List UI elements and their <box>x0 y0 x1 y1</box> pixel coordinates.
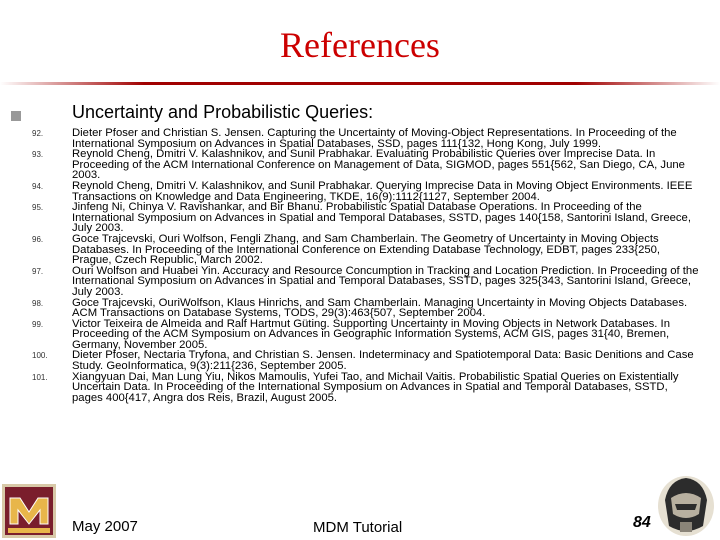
reference-number: 95. <box>32 203 44 213</box>
reference-number: 97. <box>32 266 44 276</box>
reference-number: 98. <box>32 298 44 308</box>
reference-item <box>32 298 700 319</box>
university-logo-icon <box>2 484 56 538</box>
title-divider <box>0 82 720 85</box>
reference-list <box>32 128 700 403</box>
reference-text: Goce Trajcevski, OuriWolfson, Klaus Hinrichs, and Sam Chamberlain. Managing Uncertainty in Moving Objects Databases. ACM Transactions on Database Systems, TODS, 29(3):463{507, September 2004. <box>72 296 688 320</box>
reference-number: 101. <box>32 372 48 382</box>
reference-text: Reynold Cheng, Dmitri V. Kalashnikov, and Sunil Prabhakar. Querying Imprecise Data in Moving Object Environments. IEEE Transactions on Knowledge and Data Engineering, TKDE, 16(9):1112{1127, September 2004. <box>72 179 693 203</box>
page-number: 84 <box>633 514 651 531</box>
reference-number: 94. <box>32 181 44 191</box>
reference-item <box>32 128 700 149</box>
reference-text: Victor Teixeira de Almeida and Ralf Hartmut Güting. Supporting Uncertainty in Moving Objects in Network Databases. In Proceeding of the ACM Symposium on Advances in Geographic Information Systems, ACM GIS, pages 31{40, Bremen, Germany, November 2005. <box>72 317 670 351</box>
reference-text: Jinfeng Ni, Chinya V. Ravishankar, and Bir Bhanu. Probabilistic Spatial Database Operations. In Proceeding of the International Symposium on Advances in Spatial and Temporal Databases, SSTD, pages 140{158, Santorini Island, Greece, July 2003. <box>72 201 691 235</box>
reference-number: 99. <box>32 319 44 329</box>
reference-item <box>32 350 700 371</box>
reference-number: 92. <box>32 129 44 138</box>
reference-text: Xiangyuan Dai, Man Lung Yiu, Nikos Mamoulis, Yufei Tao, and Michail Vaitis. Probabilistic Spatial Queries on Existentially Uncertain Data. In Proceeding of the International Symposium on Advances in Spatial and Temporal Databases, SSTD, pages 400{417, Angra dos Reis, Brazil, August 2005. <box>72 370 679 404</box>
bullet-square-icon <box>11 111 21 121</box>
reference-text: Dieter Pfoser, Nectaria Tryfona, and Christian S. Jensen. Indeterminacy and Spatiotemporal Data: Basic Denitions and Case Study. GeoInformatica, 9(3):211{236, September 2005. <box>72 349 694 373</box>
mascot-logo-icon <box>655 470 717 538</box>
reference-text: Ouri Wolfson and Huabei Yin. Accuracy and Resource Concumption in Tracking and Location Prediction. In Proceeding of the International Symposium on Advances in Spatial and Temporal Databases, SSTD, pages 325{343, Santorini Island, Greece, July 2003. <box>72 264 699 298</box>
reference-text: Dieter Pfoser and Christian S. Jensen. Capturing the Uncertainty of Moving-Object Representations. In Proceeding of the International Symposium on Advances in Spatial Databases, SSD, pages 111{132, Hong Kong, July 1999. <box>72 127 677 150</box>
reference-number: 93. <box>32 150 44 160</box>
reference-item <box>32 234 700 266</box>
reference-item <box>32 149 700 181</box>
footer-event: MDM Tutorial <box>313 519 403 536</box>
reference-number: 100. <box>32 351 48 361</box>
reference-item <box>32 372 700 404</box>
reference-item <box>32 266 700 298</box>
reference-item <box>32 202 700 234</box>
reference-text: Reynold Cheng, Dmitri V. Kalashnikov, and Sunil Prabhakar. Evaluating Probabilistic Queries over Imprecise Data. In Proceeding of the ACM International Conference on Management of Data, SIGMOD, pages 551{562, San Diego, CA, June 2003. <box>72 148 685 182</box>
reference-number: 96. <box>32 234 44 244</box>
footer-date: May 2007 <box>72 518 138 535</box>
reference-item <box>32 319 700 351</box>
reference-item <box>32 181 700 202</box>
slide-title: References <box>280 25 440 65</box>
section-heading: Uncertainty and Probabilistic Queries: <box>72 102 374 122</box>
reference-text: Goce Trajcevski, Ouri Wolfson, Fengli Zhang, and Sam Chamberlain. The Geometry of Uncertainty in Moving Objects Databases. In Proceeding of the International Conference on Extending Database Technology, EDBT, pages 233{250, Prague, Czech Republic, March 2002. <box>72 232 661 267</box>
